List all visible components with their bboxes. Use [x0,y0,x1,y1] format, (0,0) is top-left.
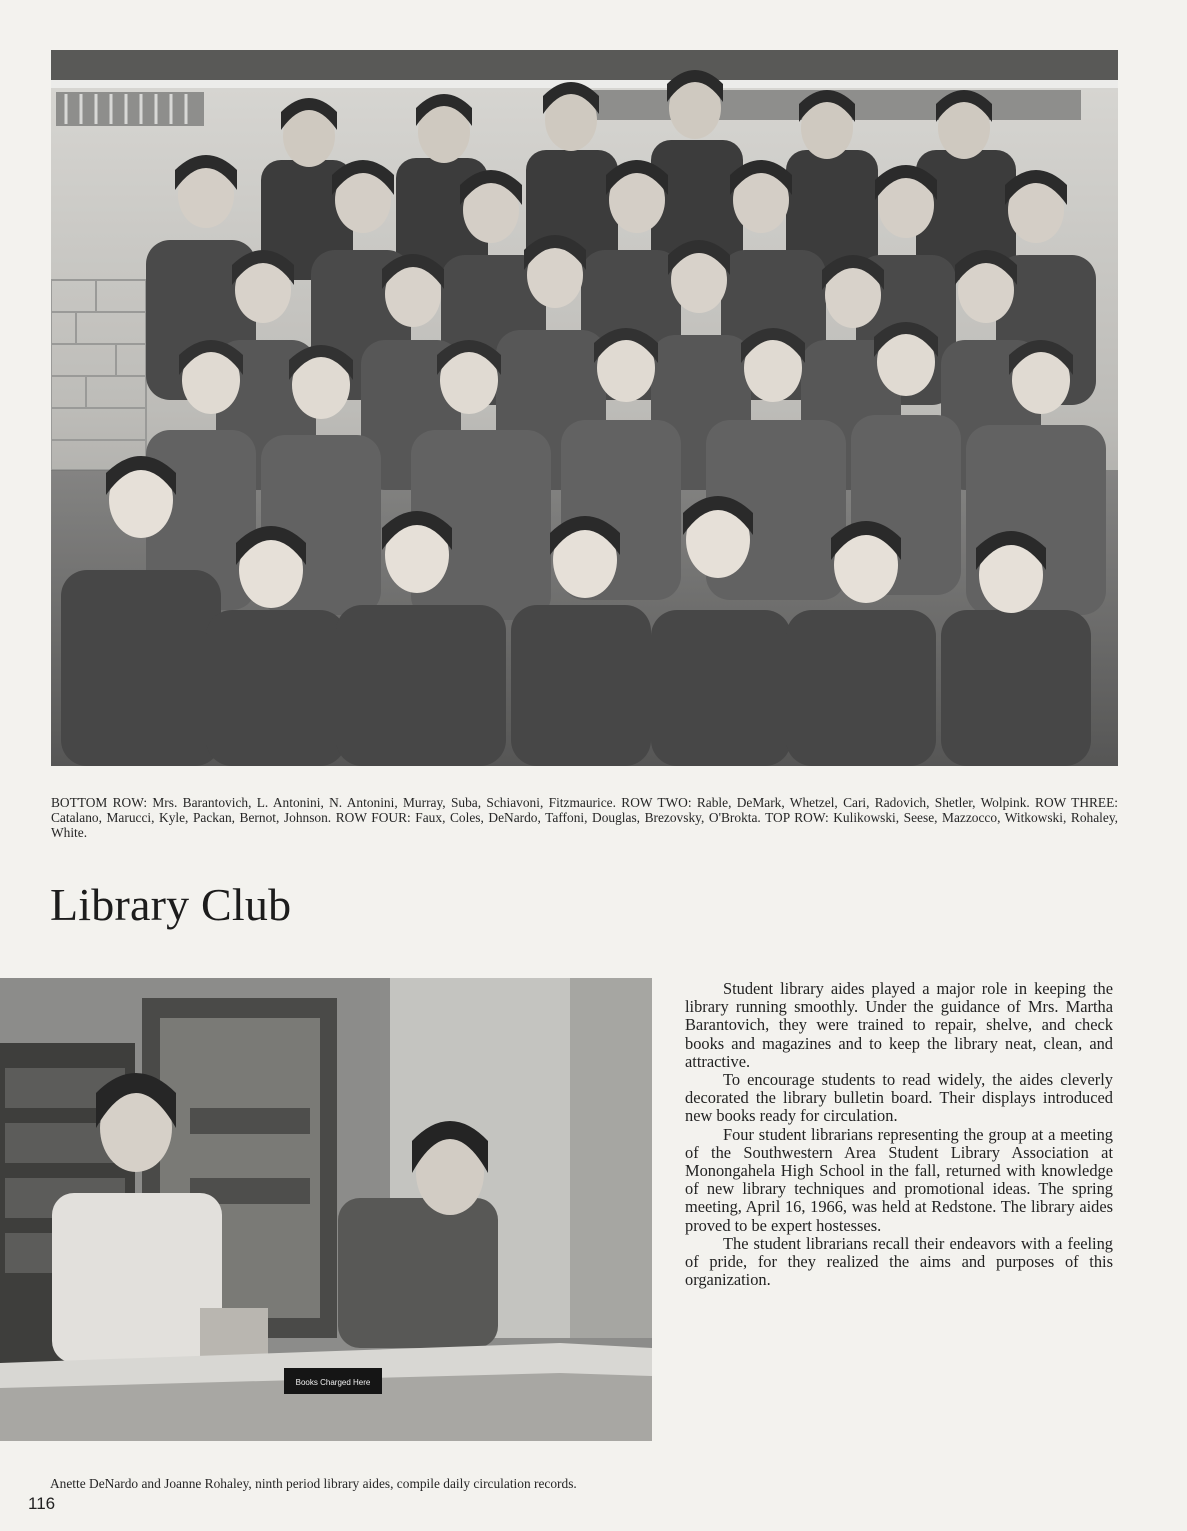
desk-photo-image [0,978,652,1441]
article-body [685,980,1113,1289]
body-paragraph: The student librarians recall their endeavors with a feeling of pride, for they realized the aims and purposes of this organization. [685,1233,1113,1290]
desk-photo [0,978,652,1441]
group-photo [51,50,1118,766]
page-number: 116 [28,1494,56,1513]
group-photo-image [51,50,1118,766]
desk-photo-caption: Anette DeNardo and Joanne Rohaley, ninth period library aides, compile daily circulation records. [50,1476,577,1492]
group-photo-caption: BOTTOM ROW: Mrs. Barantovich, L. Antonini, N. Antonini, Murray, Suba, Schiavoni, Fitzmaurice. ROW TWO: Rable, DeMark, Whetzel, Cari, Radovich, Shetler, Wolpink. ROW THREE: Catalano, Marucci, Kyle, Packan, Bernot, Johnson. ROW FOUR: Faux, Coles, DeNardo, Taffoni, Douglas, Brezovsky, O'Brokta. TOP ROW: Kulikowski, Seese, Mazzocco, Witkowski, Rohaley, White. [51,795,1118,841]
desk-sign-label: Books Charged Here [295,1378,371,1387]
section-title: Library Club [50,879,292,930]
body-paragraph: Four student librarians representing the group at a meeting of the Southwestern Area Student Library Association at Monongahela High School in the fall, returned with knowledge of new library techniques and promotional ideas. The spring meeting, April 16, 1966, was held at Redstone. The library aides proved to be expert hostesses. [685,1124,1113,1235]
body-paragraph: Student library aides played a major role in keeping the library running smoothly. Under the guidance of Mrs. Martha Barantovich, they were trained to repair, shelve, and check books and magazines and to keep the library neat, clean, and attractive. [685,979,1113,1071]
body-paragraph: To encourage students to read widely, the aides cleverly decorated the library bulletin board. Their displays introduced new books ready for circulation. [685,1070,1113,1126]
